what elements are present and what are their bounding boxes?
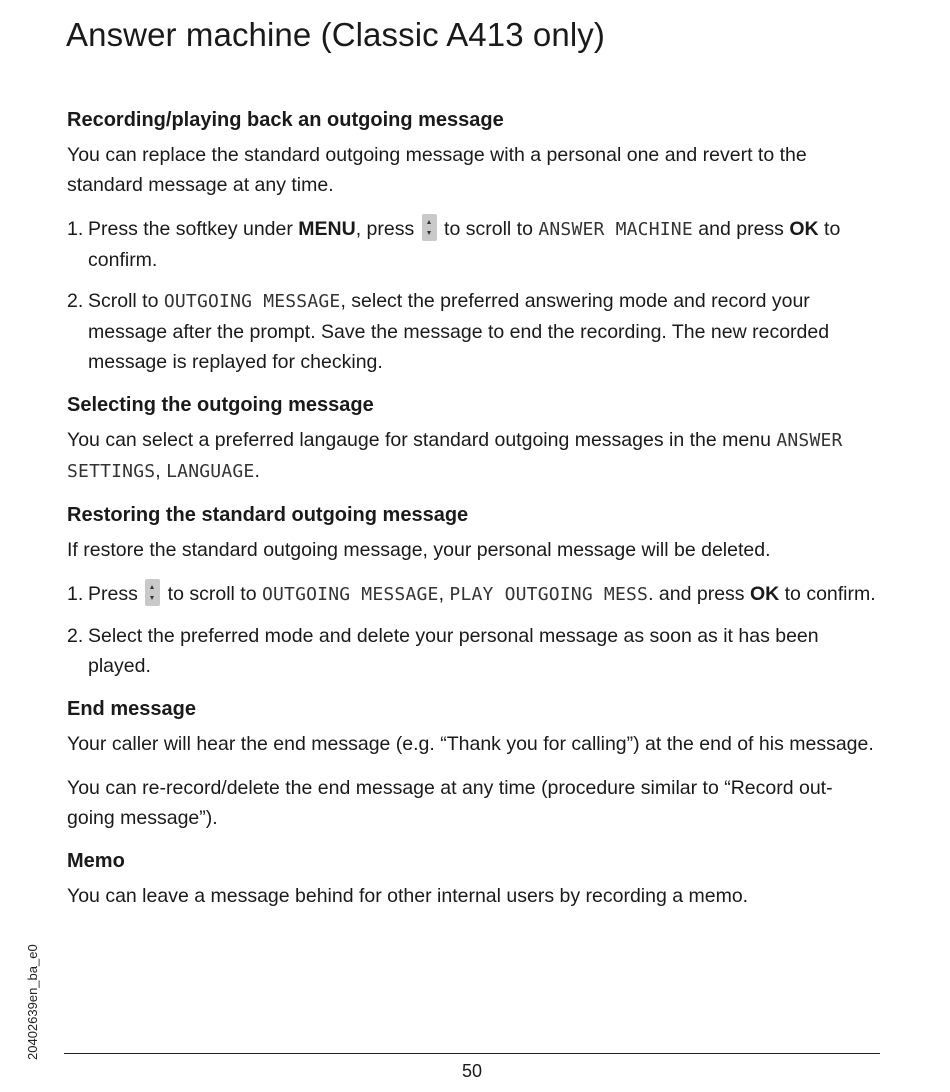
section-end-message xyxy=(67,695,877,833)
page-content xyxy=(67,106,877,925)
step-text: to confirm. xyxy=(88,218,841,271)
step-text: and press xyxy=(692,218,790,240)
section-heading: End message xyxy=(67,698,196,720)
section-heading: Recording/playing back an outgoing message xyxy=(67,109,504,131)
ok-key-label: OK xyxy=(749,583,780,605)
step-text: Press the softkey under xyxy=(88,218,299,240)
lcd-menu-text: ANSWER MACHINE xyxy=(538,219,693,240)
step-text: to confirm. xyxy=(779,583,876,605)
section-body: You can leave a message behind for other internal users by recording a memo. xyxy=(67,885,749,907)
step-text: , select the preferred answering mode and record your message after the prompt. Save the message to end the recording. The new recorded message is replayed for checking. xyxy=(88,290,830,373)
menu-softkey-label: MENU xyxy=(298,218,356,240)
steps-list xyxy=(67,214,877,377)
step-text: Scroll to xyxy=(88,290,164,312)
scroll-key-icon xyxy=(145,579,160,606)
section-intro: If restore the standard outgoing message, your personal message will be deleted. xyxy=(67,539,771,561)
lcd-menu-text: PLAY OUTGOING MESS xyxy=(449,584,649,605)
body-text: , xyxy=(155,460,167,482)
section-restoring xyxy=(67,501,877,681)
steps-list xyxy=(67,579,877,681)
section-body xyxy=(67,425,877,487)
step-text: Select the preferred mode and delete your personal message as soon as it has been played. xyxy=(88,625,819,677)
lcd-menu-text: OUTGOING MESSAGE xyxy=(163,291,341,312)
step-text: , xyxy=(438,583,450,605)
body-text: . xyxy=(254,460,260,482)
page-number: 50 xyxy=(461,1061,483,1081)
scroll-key-icon xyxy=(422,214,437,241)
step-number: 1. xyxy=(67,218,84,240)
page-title: Answer machine (Classic A413 only) xyxy=(66,16,605,53)
section-heading: Selecting the outgoing message xyxy=(67,394,374,416)
body-text: You can select a preferred langauge for standard outgoing messages in the menu xyxy=(67,429,777,451)
lcd-menu-text: LANGUAGE xyxy=(166,461,255,482)
lcd-menu-text: ANSWER SETTINGS xyxy=(67,430,843,482)
section-heading: Restoring the standard outgoing message xyxy=(67,504,469,526)
step-text: to scroll to xyxy=(162,583,262,605)
lcd-menu-text: OUTGOING MESSAGE xyxy=(261,584,439,605)
step-item xyxy=(67,621,877,681)
section-intro: You can replace the standard outgoing message with a personal one and revert to the standard message at any time. xyxy=(67,144,807,196)
step-number: 1. xyxy=(67,583,84,605)
step-text: . and press xyxy=(648,583,750,605)
step-item xyxy=(67,286,877,377)
document-code: 20402639en_ba_e0 xyxy=(25,944,40,1060)
step-number: 2. xyxy=(67,290,84,312)
step-text: , press xyxy=(355,218,420,240)
section-body: You can re-record/delete the end message at any time (procedure similar to “Record out-going message”). xyxy=(67,777,833,829)
ok-key-label: OK xyxy=(789,218,819,240)
section-memo xyxy=(67,847,877,911)
step-text: Press xyxy=(88,583,144,605)
section-selecting xyxy=(67,391,877,487)
section-heading: Memo xyxy=(67,850,125,872)
step-item xyxy=(67,214,877,275)
step-number: 2. xyxy=(67,625,84,647)
step-item xyxy=(67,579,877,610)
section-body: Your caller will hear the end message (e.g. “Thank you for calling”) at the end of his message. xyxy=(67,733,874,755)
step-text: to scroll to xyxy=(438,218,539,240)
footer-divider xyxy=(64,1053,880,1054)
section-recording xyxy=(67,106,877,377)
